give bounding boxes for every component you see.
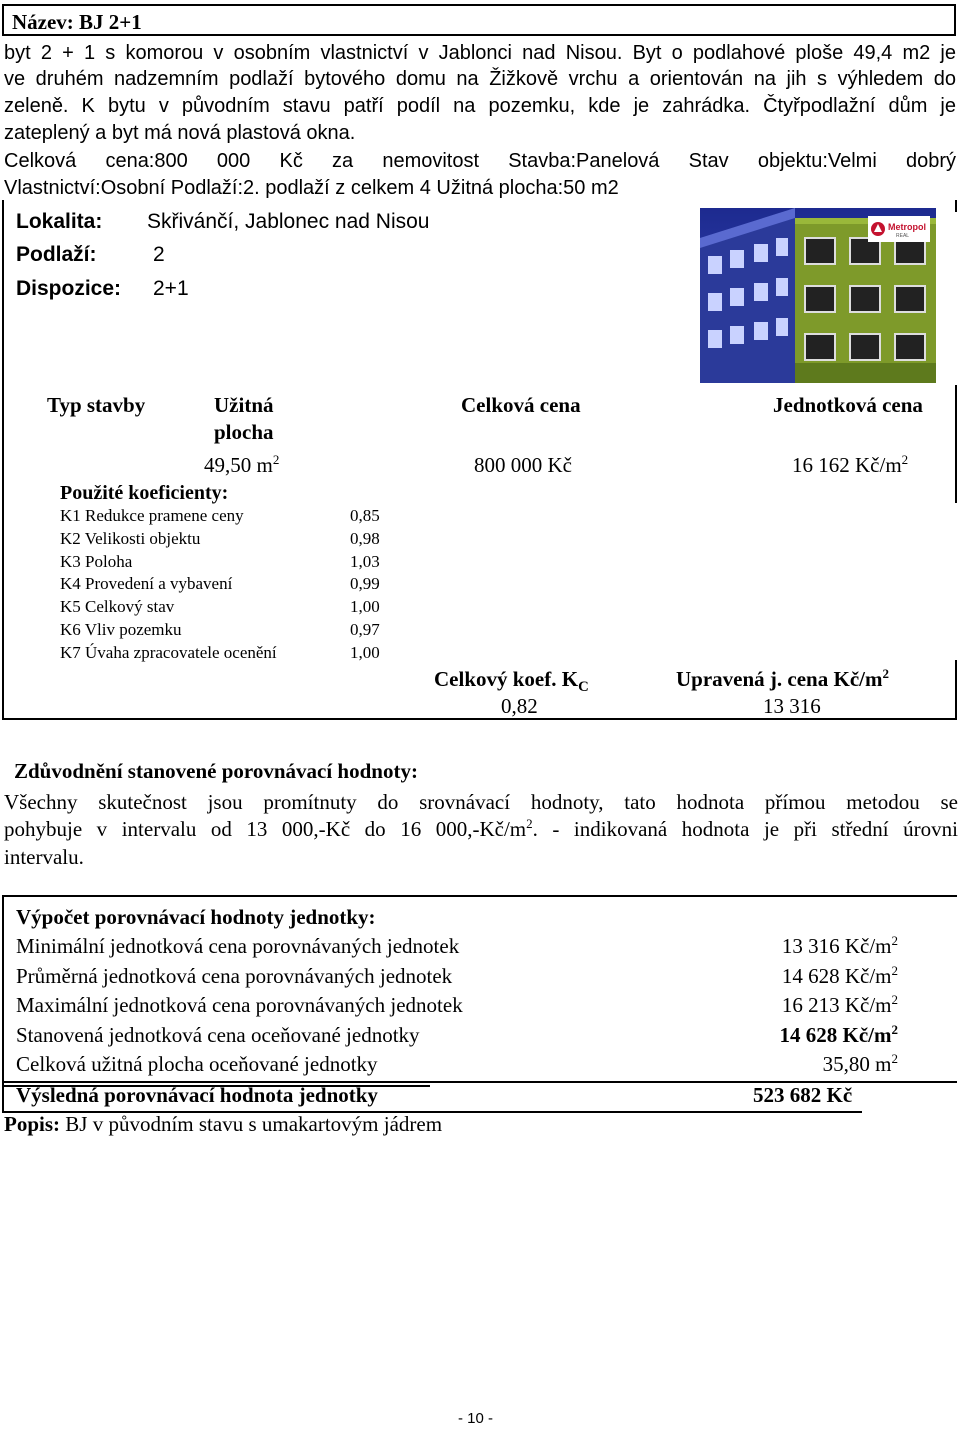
calc-row-label: Minimální jednotková cena porovnávaných jednotek: [16, 934, 460, 958]
coefficient-label: K5 Celkový stav: [60, 597, 175, 617]
frame-right-border-bottom: [955, 660, 957, 720]
title-box: [2, 4, 956, 36]
col-header-area-2: plocha: [214, 420, 274, 444]
calc-row-label: Stanovená jednotková cena oceňované jednotky: [16, 1022, 420, 1047]
justification-line-1: Všechny skutečnost jsou promítnuty do srovnávací hodnoty, tato hodnota přímou metodou se: [4, 790, 958, 814]
calc-row-label: Průměrná jednotková cena porovnávaných jednotek: [16, 963, 453, 988]
floor-label: Podlaží:: [16, 243, 97, 266]
photo-logo-text: Metropol: [888, 222, 926, 232]
description-line-1: byt 2 + 1 s komorou v osobním vlastnictví v Jablonci nad Nisou. Byt o podlahové ploše 49,4 m2 je: [4, 42, 956, 64]
adjusted-price-label: Upravená j. cena $Kč/m^2$: [676, 666, 889, 691]
calc-heading: Výpočet porovnávací hodnoty jednotky:: [16, 905, 376, 929]
coefficient-value: 1,03: [350, 551, 380, 571]
calc-row-label: Celková užitná plocha oceňované jednotky: [16, 1052, 378, 1076]
page-number: - 10 -: [458, 1410, 494, 1427]
frame-left-border: [2, 200, 4, 720]
description-line-4: zateplený a byt má nová plastová okna.: [4, 122, 356, 144]
layout-label: Dispozice:: [16, 277, 122, 300]
description-line-3: zeleně. K bytu v původním stavu patří podíl na pozemku, kde je zahrádka. Čtyřpodlažní dům je: [4, 95, 956, 117]
justification-line-2: pohybuje v intervalu od 13 000,-Kč do 16 $000,-Kč/m^2$. - indikovaná hodnota je při střední úrovni: [4, 816, 958, 841]
location-value: Skřivánčí, Jablonec nad Nisou: [147, 210, 430, 233]
document-title: Název: BJ 2+1: [12, 10, 142, 34]
description-line-2: ve druhém nadzemním podlaží bytového domu na Žižkově vrchu a orientován na jih s výhledem do: [4, 68, 956, 90]
coefficient-value: 1,00: [350, 597, 380, 617]
area-value: 49,50 $m^2$: [204, 452, 280, 477]
calc-row-value: 13 316 $Kč/m^2$: [781, 933, 898, 958]
calc-row-value: 35,80 $m^2$: [822, 1051, 898, 1076]
description-line-5: Celková cena:800 000 Kč za nemovitost Stavba:Panelová Stav objektu:Velmi dobrý: [4, 150, 956, 172]
description-line-6: Vlastnictví:Osobní Podlaží:2. podlaží z celkem 4 Užitná plocha:50 m2: [4, 177, 619, 199]
coefficient-label: K4 Provedení a vybavení: [60, 574, 233, 594]
note: Popis: BJ v původním stavu s umakartovým jádrem: [4, 1112, 443, 1136]
calc-row-value: 16 213 $Kč/m^2$: [781, 992, 898, 1017]
justification-line-3: intervalu.: [4, 845, 84, 869]
calc-row-value: 14 628 $Kč/m^2$: [779, 1021, 898, 1047]
building-photo: [700, 208, 936, 383]
coefficients-heading: Použité koeficienty:: [60, 482, 229, 504]
total-price-value: 800 000 Kč: [474, 453, 572, 477]
layout-value: 2+1: [153, 277, 189, 300]
location-label: Lokalita:: [16, 210, 103, 233]
total-coef-value: 0,82: [501, 694, 538, 718]
coefficient-value: 1,00: [350, 642, 380, 662]
coefficient-value: 0,98: [350, 528, 380, 548]
total-coef-label: Celkový koef. $K_C$: [434, 667, 589, 696]
justification-heading: Zdůvodnění stanovené porovnávací hodnoty:: [14, 759, 418, 783]
coefficient-value: 0,99: [350, 574, 380, 594]
adjusted-price-value: 13 316: [763, 694, 821, 718]
coefficient-label: K3 Poloha: [60, 551, 133, 571]
unit-price-value: 16 162 $Kč/m^2$: [792, 452, 909, 477]
col-header-type: Typ stavby: [47, 393, 146, 417]
frame-right-border-mid: [955, 385, 957, 503]
floor-value: 2: [153, 243, 165, 266]
col-header-unit: Jednotková cena: [773, 393, 923, 417]
result-value: 523 682 Kč: [753, 1083, 853, 1107]
calc-box-top-border: [2, 895, 957, 897]
calc-row-value: 14 628 $Kč/m^2$: [781, 962, 898, 988]
coefficient-value: 0,85: [350, 506, 380, 525]
photo-logo-sub: REAL: [896, 233, 910, 239]
col-header-area-1: Užitná: [214, 393, 274, 417]
calc-row-label: Maximální jednotková cena porovnávaných jednotek: [16, 993, 463, 1017]
coefficient-label: K2 Velikosti objektu: [60, 528, 201, 548]
coefficient-label: K1 Redukce pramene ceny: [60, 506, 244, 525]
col-header-total: Celková cena: [461, 393, 581, 417]
coefficient-label: K6 Vliv pozemku: [60, 620, 182, 639]
coefficient-value: 0,97: [350, 620, 380, 639]
frame-right-border-top: [955, 200, 957, 212]
coefficient-label: K7 Úvaha zpracovatele ocenění: [60, 642, 277, 662]
result-label: Výsledná porovnávací hodnota jednotky: [16, 1083, 378, 1107]
